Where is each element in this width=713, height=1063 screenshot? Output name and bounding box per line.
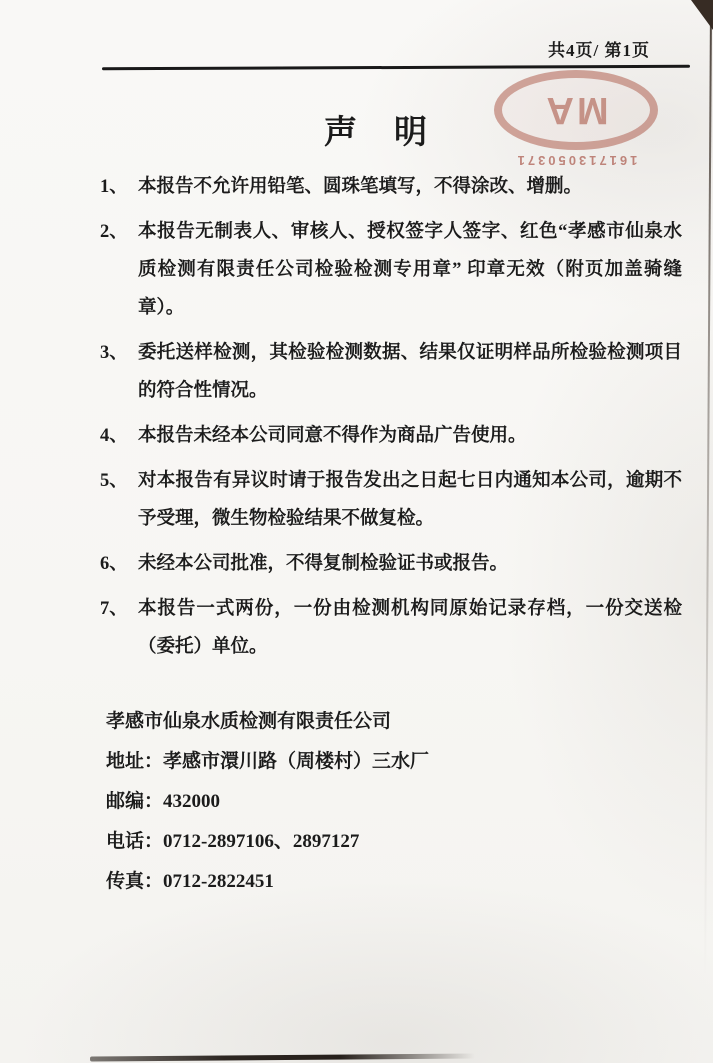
company-address: 地址：孝感市澴川路（周楼村）三水厂 [106, 751, 430, 772]
statement-text: 委托送样检测，其检验检测数据、结果仅证明样品所检验检测项目的符合性情况。 [138, 343, 682, 401]
statement-item-1 [100, 168, 682, 206]
company-fax: 传真：0712-2822451 [106, 871, 274, 892]
statement-number: 6、 [100, 554, 128, 574]
scan-bottom-edge [90, 1053, 475, 1061]
statement-number: 1、 [100, 177, 128, 197]
statement-number: 7、 [100, 599, 128, 619]
statement-text: 本报告无制表人、审核人、授权签字人签字、红色“孝感市仙泉水质检测有限责任公司检验检测专用章” 印章无效（附页加盖骑缝章）。 [138, 222, 682, 318]
page-number: 共4页/ 第1页 [548, 41, 650, 60]
header-rule [102, 65, 690, 71]
stamp-ma-letters: MA [543, 89, 609, 131]
statement-number: 3、 [100, 343, 128, 363]
statement-item-4 [100, 417, 682, 455]
statement-number: 4、 [100, 426, 128, 446]
page-title: 声 明 [324, 115, 429, 151]
statement-text: 对本报告有异议时请于报告发出之日起七日内通知本公司，逾期不予受理，微生物检验结果不做复检。 [138, 471, 682, 529]
statement-text: 本报告一式两份，一份由检测机构同原始记录存档，一份交送检（委托）单位。 [138, 599, 682, 657]
company-info [106, 702, 429, 902]
company-postcode: 邮编：432000 [106, 791, 221, 812]
statement-text: 本报告不允许用铅笔、圆珠笔填写，不得涂改、增删。 [138, 177, 583, 197]
statement-item-2 [100, 213, 682, 327]
statement-item-7 [100, 590, 682, 666]
statement-item-3 [100, 334, 682, 410]
statement-item-6 [100, 545, 682, 583]
company-phone: 电话：0712-2897106、2897127 [106, 831, 360, 852]
scan-right-edge [704, 18, 712, 978]
company-name: 孝感市仙泉水质检测有限责任公司 [106, 711, 392, 732]
statement-list [100, 168, 682, 673]
statement-number: 2、 [100, 222, 128, 242]
stamp-certificate-number: 161713050371 [514, 153, 638, 168]
statement-number: 5、 [100, 471, 128, 491]
statement-item-5 [100, 462, 682, 538]
statement-text: 本报告未经本公司同意不得作为商品广告使用。 [138, 426, 527, 446]
statement-text: 未经本公司批准，不得复制检验证书或报告。 [138, 554, 509, 574]
